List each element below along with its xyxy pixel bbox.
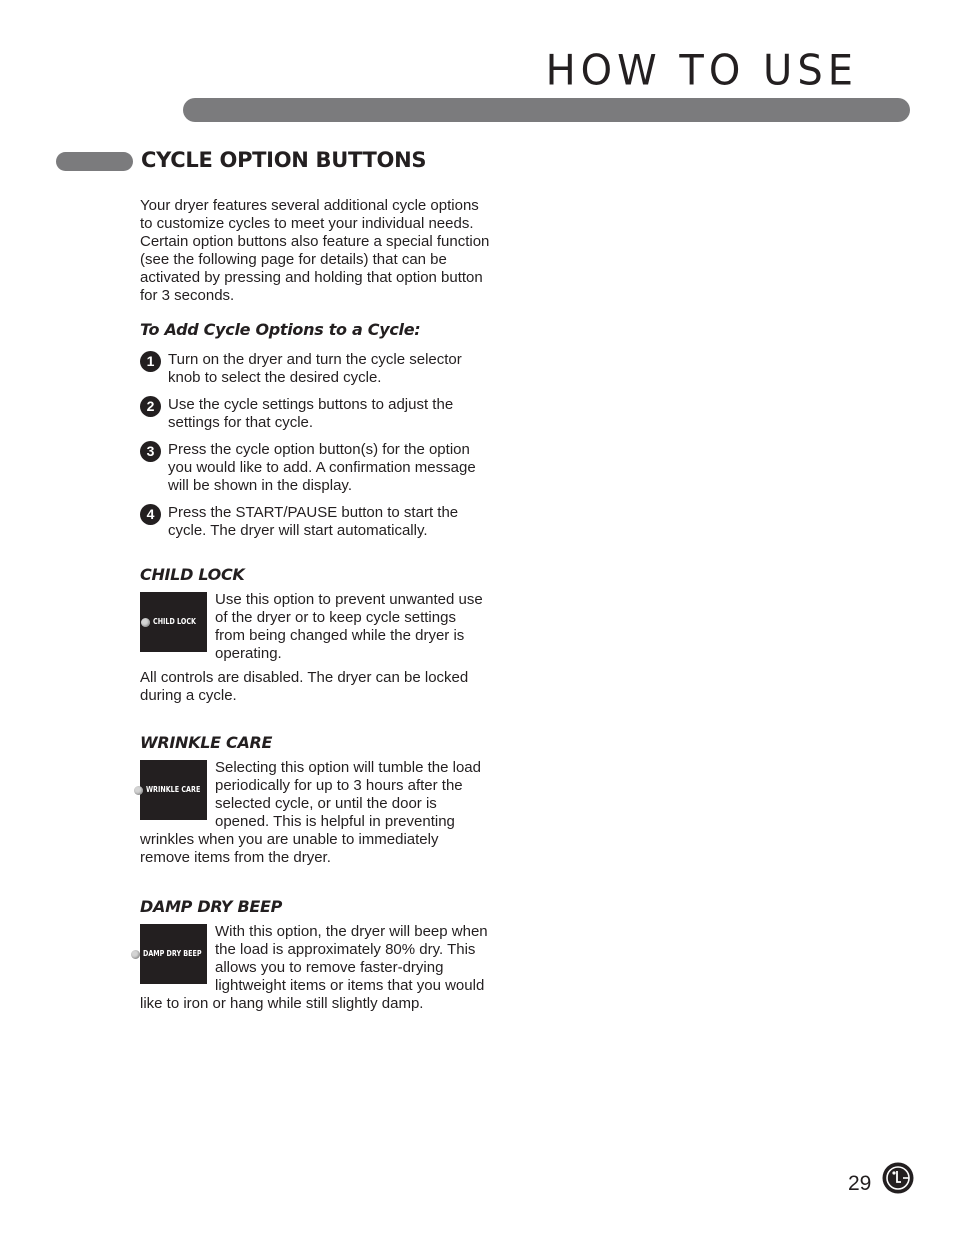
step-item [140, 441, 490, 495]
step-number-icon: 1 [140, 351, 161, 372]
option-note: All controls are disabled. The dryer can be locked during a cycle. [140, 669, 469, 704]
steps-list [140, 351, 490, 540]
wrinkle-care-button-icon [140, 760, 207, 820]
section-marker [56, 152, 133, 171]
option-child-lock [140, 566, 490, 705]
step-item [140, 504, 490, 540]
option-description: Use this option to prevent unwanted use of the dryer or to keep cycle settings from being changed while the dryer is operating. [215, 591, 483, 662]
option-description: Selecting this option will tumble the load periodically for up to 3 hours after the selected cycle, or until the door is opened. This is helpful in preventing wrinkles when you are unable to immediately remove items from the dryer. [140, 759, 481, 866]
step-text: Press the START/PAUSE button to start the cycle. The dryer will start automatically. [168, 504, 459, 539]
intro-paragraph: Your dryer features several additional cycle options to customize cycles to meet your individual needs. Certain option buttons also feature a special function (see the following page for details) that can be activated by pressing and holding that option button for 3 seconds. [140, 197, 490, 304]
button-label: DAMP DRY BEEP [142, 949, 202, 958]
button-label: WRINKLE CARE [145, 785, 200, 794]
option-body [140, 591, 490, 663]
step-number-icon: 3 [140, 441, 161, 462]
indicator-light-icon [131, 950, 140, 959]
step-text: Use the cycle settings buttons to adjust the settings for that cycle. [168, 396, 454, 431]
step-item [140, 351, 490, 387]
child-lock-button-icon [140, 592, 207, 652]
option-description: With this option, the dryer will beep when the load is approximately 80% dry. This allows you to remove faster-drying lightweight items or items that you would like to iron or hang while still slightly damp. [140, 923, 488, 1012]
option-title: WRINKLE CARE [140, 733, 273, 752]
section-title: CYCLE OPTION BUTTONS [141, 148, 427, 172]
indicator-light-icon [141, 618, 150, 627]
step-item [140, 396, 490, 432]
page-header-title: HOW TO USE [545, 46, 858, 96]
step-text: Turn on the dryer and turn the cycle selector knob to select the desired cycle. [168, 351, 462, 386]
main-content [140, 197, 490, 1013]
option-body [140, 923, 490, 1013]
option-body [140, 759, 490, 867]
page-number: 29 [848, 1172, 872, 1195]
option-wrinkle-care [140, 734, 490, 867]
add-options-heading: To Add Cycle Options to a Cycle: [140, 320, 421, 339]
step-number-icon: 4 [140, 504, 161, 525]
header-bar [183, 98, 910, 122]
option-title: CHILD LOCK [140, 565, 245, 584]
indicator-light-icon [134, 786, 143, 795]
option-title: DAMP DRY BEEP [140, 897, 283, 916]
damp-dry-beep-button-icon [140, 924, 207, 984]
option-damp-dry-beep [140, 898, 490, 1013]
step-number-icon: 2 [140, 396, 161, 417]
button-label: CHILD LOCK [152, 617, 196, 626]
lg-logo-icon [882, 1162, 914, 1194]
step-text: Press the cycle option button(s) for the option you would like to add. A confirmation message will be shown in the display. [168, 441, 476, 494]
